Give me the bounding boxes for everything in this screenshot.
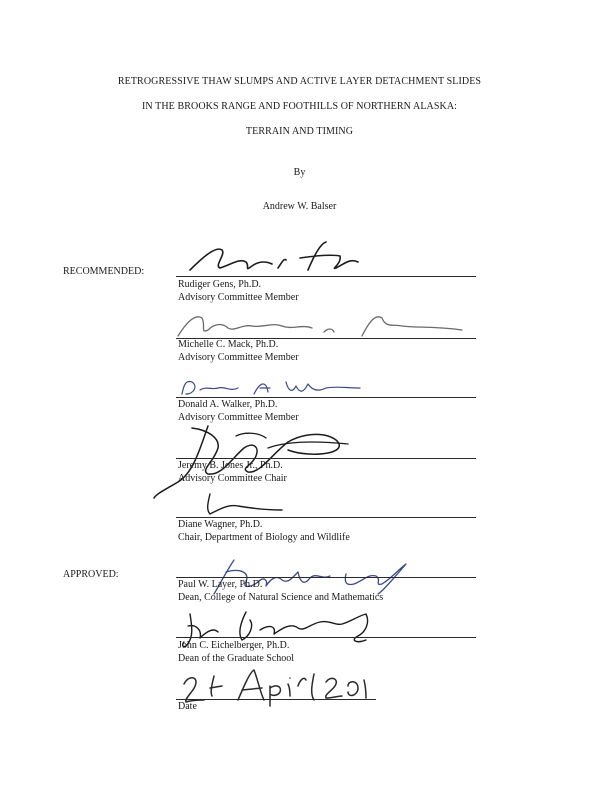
signatory-role: Advisory Committee Member: [178, 412, 299, 423]
date-label: Date: [178, 701, 197, 712]
title-line-3: TERRAIN AND TIMING: [245, 126, 354, 137]
signature-line-1: [176, 276, 476, 277]
date-line: [176, 699, 376, 700]
author-name: Andrew W. Balser: [262, 201, 337, 212]
signatory-name: John C. Eichelberger, Ph.D.: [178, 640, 290, 651]
signatory-role: Dean of the Graduate School: [178, 653, 295, 664]
recommended-label: RECOMMENDED:: [63, 266, 145, 277]
title-line-2: IN THE BROOKS RANGE AND FOOTHILLS OF NORTHERN ALASKA:: [141, 101, 458, 112]
signature-line-6: [176, 577, 476, 578]
signatory-name: Paul W. Layer, Ph.D.: [178, 579, 263, 590]
signatory-role: Advisory Committee Chair: [178, 473, 287, 484]
signatory-name: Diane Wagner, Ph.D.: [178, 519, 263, 530]
signature-line-5: [176, 517, 476, 518]
signature-line-3: [176, 397, 476, 398]
handwritten-date: [178, 666, 378, 708]
signatory-role: Advisory Committee Member: [178, 292, 299, 303]
signatory-role: Dean, College of Natural Science and Mathematics: [178, 592, 384, 603]
by-label: By: [293, 167, 306, 178]
signature-jones: [148, 418, 358, 500]
signature-wagner: [198, 490, 288, 518]
signatory-role: Chair, Department of Biology and Wildlife: [178, 532, 350, 543]
signatory-name: Donald A. Walker, Ph.D.: [178, 399, 278, 410]
signatory-name: Rudiger Gens, Ph.D.: [178, 279, 262, 290]
signatory-name: Michelle C. Mack, Ph.D.: [178, 339, 279, 350]
signatory-name: Jeremy B. Jones Jr., Ph.D.: [178, 460, 283, 471]
signature-line-7: [176, 637, 476, 638]
signature-line-4: [176, 458, 476, 459]
signatory-role: Advisory Committee Member: [178, 352, 299, 363]
approved-label: APPROVED:: [63, 569, 119, 580]
title-line-1: RETROGRESSIVE THAW SLUMPS AND ACTIVE LAYER DETACHMENT SLIDES: [117, 76, 482, 87]
